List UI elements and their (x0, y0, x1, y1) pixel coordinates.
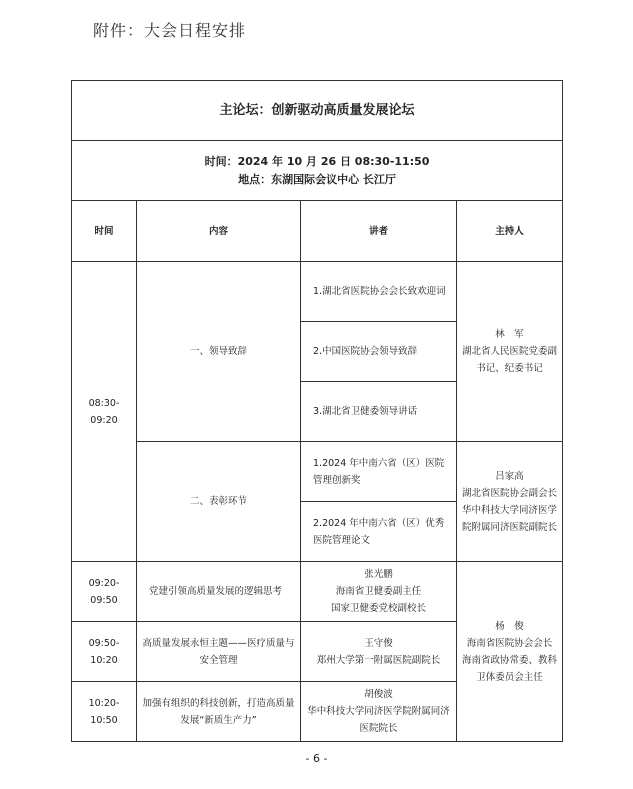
speaker-cell (301, 682, 457, 742)
speaker-title: 华中科技大学同济医学院附属同济医院院长 (307, 706, 450, 734)
forum-title: 主论坛：创新驱动高质量发展论坛 (72, 81, 563, 141)
speaker-name: 胡俊波 (364, 689, 393, 700)
time-cell: 10:20-10:50 (72, 682, 137, 742)
speaker-title: 国家卫健委党校副校长 (330, 603, 426, 614)
speaker-title: 郑州大学第一附属医院副院长 (316, 654, 441, 666)
speaker-cell: 2.2024 年中南六省（区）优秀医院管理论文 (301, 502, 457, 562)
host-cell (457, 562, 563, 742)
speaker-cell: 1.2024 年中南六省（区）医院管理创新奖 (301, 442, 457, 502)
forum-info (72, 141, 563, 201)
host-cell (457, 442, 563, 562)
content-cell: 高质量发展永恒主题——医疗质量与安全管理 (137, 622, 301, 682)
table-row (72, 562, 563, 622)
speaker-cell: 2.中国医院协会领导致辞 (301, 322, 457, 382)
header-content: 内容 (137, 201, 301, 262)
speaker-name: 张光鹏 (364, 569, 393, 580)
time-cell: 09:50-10:20 (72, 622, 137, 682)
content-cell: 加强有组织的科技创新，打造高质量发展“新质生产力” (137, 682, 301, 742)
content-cell: 一、领导致辞 (137, 262, 301, 442)
header-host: 主持人 (457, 201, 563, 262)
table-row (72, 262, 563, 322)
host-name: 林 军 (495, 329, 524, 340)
speaker-name: 王守俊 (364, 637, 393, 649)
content-cell: 党建引领高质量发展的逻辑思考 (137, 562, 301, 622)
header-row (72, 201, 563, 262)
table-row (72, 442, 563, 502)
host-title: 海南省政协常委、教科卫体委员会主任 (462, 654, 558, 683)
speaker-cell (301, 622, 457, 682)
page-number: - 6 - (305, 752, 328, 765)
attachment-title: 附件：大会日程安排 (93, 21, 247, 40)
speaker-cell (301, 562, 457, 622)
host-title: 海南省医院协会会长 (466, 637, 553, 649)
host-title: 湖北省人民医院党委副书记、纪委书记 (462, 346, 558, 374)
schedule-table (71, 80, 563, 742)
host-title: 华中科技大学同济医学院附属同济医院副院长 (462, 504, 558, 533)
time-cell: 08:30-09:20 (72, 262, 137, 562)
host-cell (457, 262, 563, 442)
host-title: 湖北省医院协会副会长 (462, 487, 558, 499)
header-time: 时间 (72, 201, 137, 262)
content-cell: 二、表彰环节 (137, 442, 301, 562)
time-cell: 09:20-09:50 (72, 562, 137, 622)
speaker-cell: 1.湖北省医院协会会长致欢迎词 (301, 262, 457, 322)
speaker-cell: 3.湖北省卫健委领导讲话 (301, 382, 457, 442)
time-line: 时间：2024 年 10 月 26 日 08:30-11:50 (204, 154, 430, 168)
host-name: 杨 俊 (495, 620, 524, 632)
place-line: 地点：东湖国际会议中心 长江厅 (238, 172, 396, 186)
header-speaker: 讲者 (301, 201, 457, 262)
host-name: 吕家高 (495, 470, 524, 482)
speaker-title: 海南省卫健委副主任 (335, 586, 422, 597)
